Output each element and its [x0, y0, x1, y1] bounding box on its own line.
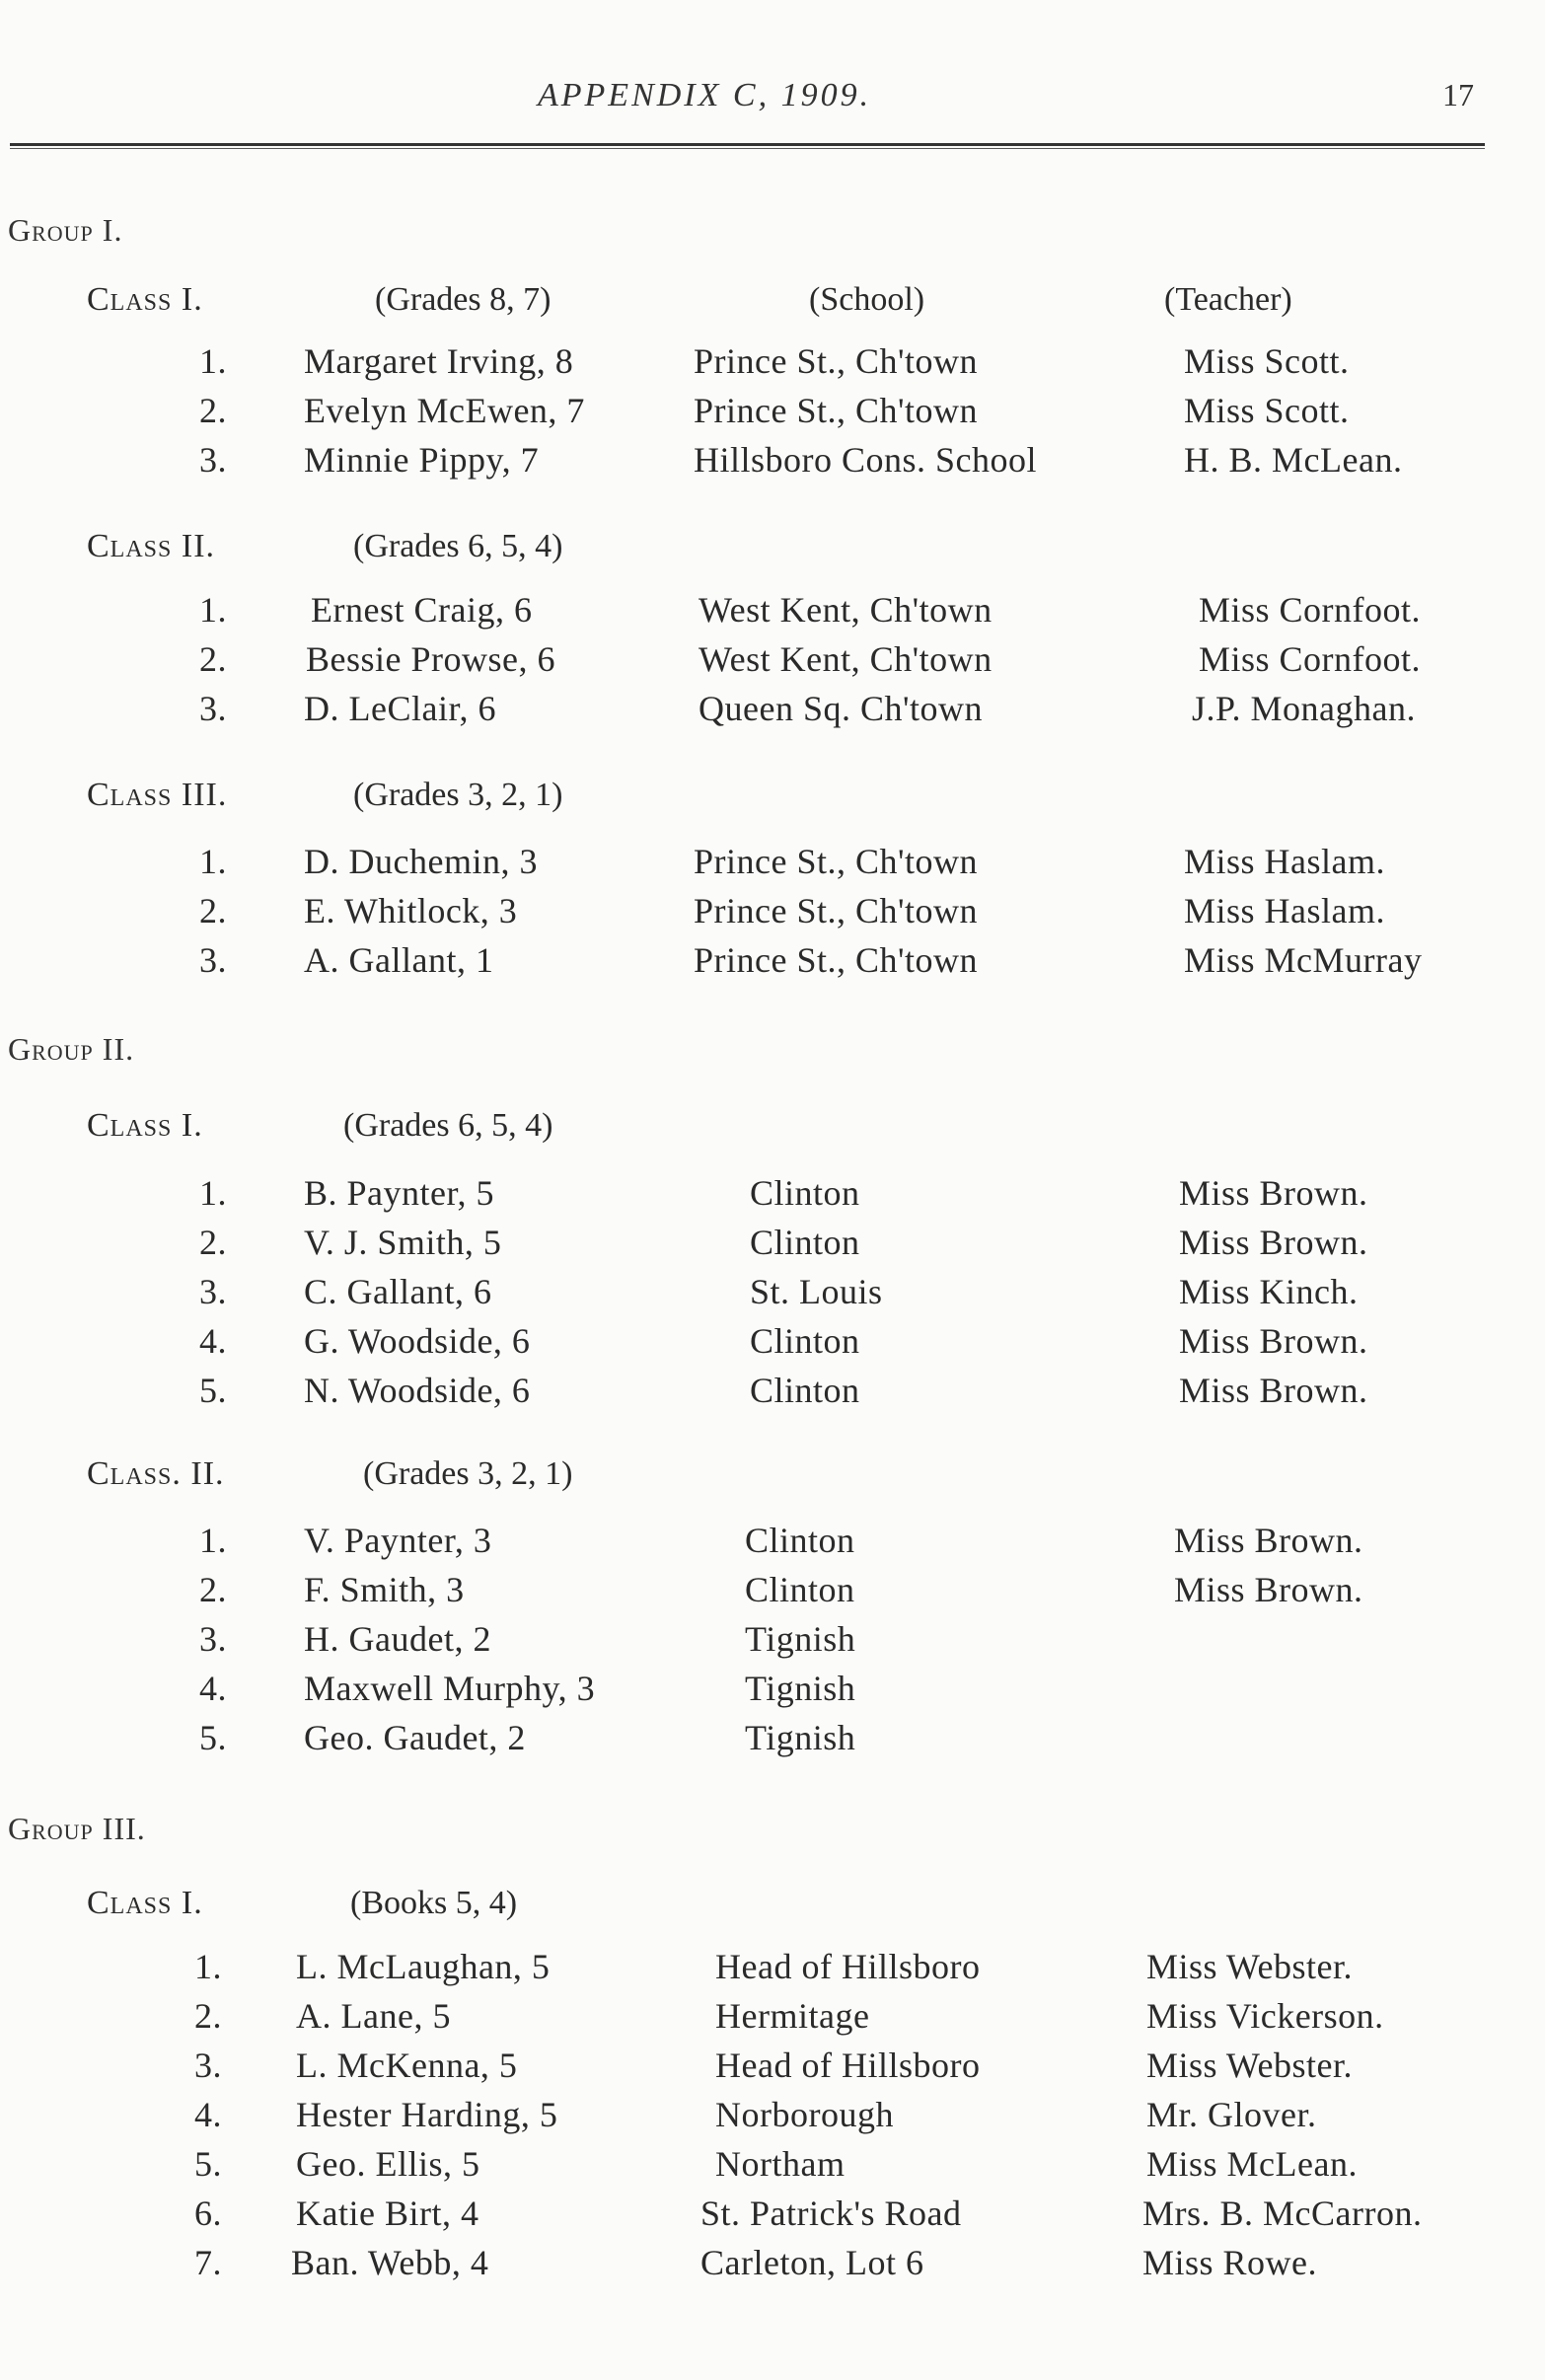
- class-label: Class III.: [87, 777, 228, 813]
- student-name: D. LeClair, 6: [304, 689, 497, 728]
- student-name: A. Gallant, 1: [304, 940, 494, 980]
- entry-number: 4.: [199, 1669, 227, 1708]
- entry-number: 2.: [194, 1996, 222, 2036]
- teacher-name: Miss Vickerson.: [1146, 1996, 1384, 2036]
- teacher-name: Miss Kinch.: [1179, 1272, 1359, 1311]
- entry-number: 1.: [199, 1521, 227, 1560]
- student-name: Katie Birt, 4: [296, 2194, 479, 2233]
- class-heading: [0, 1107, 1545, 1151]
- list-item: [0, 390, 1545, 437]
- student-name: G. Woodside, 6: [304, 1321, 531, 1361]
- grades-label: (Grades 6, 5, 4): [343, 1107, 553, 1144]
- list-item: [0, 890, 1545, 937]
- school-name: Clinton: [750, 1371, 860, 1410]
- list-item: [0, 589, 1545, 636]
- school-name: Tignish: [745, 1669, 856, 1708]
- entry-number: 1.: [199, 842, 227, 881]
- entry-number: 2.: [199, 391, 227, 430]
- list-item: [0, 841, 1545, 888]
- school-name: Northam: [715, 2144, 846, 2184]
- entry-number: 3.: [199, 940, 227, 980]
- teacher-name: Miss Brown.: [1179, 1321, 1368, 1361]
- list-item: [0, 1172, 1545, 1220]
- list-item: [0, 1520, 1545, 1567]
- list-item: [0, 2045, 1545, 2092]
- school-name: Prince St., Ch'town: [694, 842, 978, 881]
- grades-label: (Grades 8, 7): [375, 281, 552, 318]
- entry-number: 4.: [199, 1321, 227, 1361]
- grades-label: (Grades 3, 2, 1): [353, 777, 563, 813]
- student-name: Maxwell Murphy, 3: [304, 1669, 596, 1708]
- group-heading: Group III.: [8, 1811, 146, 1846]
- student-name: Evelyn McEwen, 7: [304, 391, 585, 430]
- list-item: [0, 2143, 1545, 2191]
- grades-label: (Books 5, 4): [350, 1885, 518, 1921]
- class-heading: [0, 1455, 1545, 1499]
- school-name: Queen Sq. Ch'town: [699, 689, 983, 728]
- class-label: Class. II.: [87, 1455, 225, 1492]
- entry-number: 5.: [194, 2144, 222, 2184]
- entry-number: 2.: [199, 1570, 227, 1609]
- list-item: [0, 1222, 1545, 1269]
- class-heading: [0, 528, 1545, 571]
- school-name: West Kent, Ch'town: [699, 639, 993, 679]
- student-name: Ban. Webb, 4: [291, 2243, 489, 2282]
- teacher-name: Miss Brown.: [1179, 1223, 1368, 1262]
- entry-number: 1.: [194, 1947, 222, 1986]
- group-heading: Group I.: [8, 212, 123, 248]
- teacher-name: Miss Brown.: [1179, 1173, 1368, 1213]
- list-item: [0, 1271, 1545, 1318]
- school-name: Hermitage: [715, 1996, 870, 2036]
- teacher-name: Mrs. B. McCarron.: [1142, 2194, 1423, 2233]
- page-number: 17: [1442, 77, 1474, 112]
- teacher-name: Miss Cornfoot.: [1199, 590, 1422, 630]
- list-item: [0, 439, 1545, 486]
- list-item: [0, 1717, 1545, 1764]
- list-item: [0, 1946, 1545, 1993]
- list-item: [0, 1995, 1545, 2043]
- entry-number: 4.: [194, 2095, 222, 2134]
- entry-number: 3.: [199, 1272, 227, 1311]
- class-label: Class I.: [87, 1107, 203, 1144]
- teacher-name: Miss Brown.: [1174, 1521, 1363, 1560]
- school-name: Head of Hillsboro: [715, 1947, 981, 1986]
- class-heading: [0, 281, 1545, 325]
- list-item: [0, 2242, 1545, 2289]
- teacher-name: H. B. McLean.: [1184, 440, 1403, 480]
- entry-number: 3.: [199, 1619, 227, 1659]
- entry-number: 2.: [199, 1223, 227, 1262]
- entry-number: 5.: [199, 1718, 227, 1757]
- entry-number: 2.: [199, 639, 227, 679]
- school-name: Prince St., Ch'town: [694, 391, 978, 430]
- entry-number: 7.: [194, 2243, 222, 2282]
- school-name: Clinton: [745, 1521, 855, 1560]
- teacher-name: Miss Webster.: [1146, 2045, 1353, 2085]
- teacher-name: Miss McMurray: [1184, 940, 1423, 980]
- class-label: Class I.: [87, 1885, 203, 1921]
- teacher-name: Miss Haslam.: [1184, 891, 1385, 930]
- student-name: Minnie Pippy, 7: [304, 440, 540, 480]
- student-name: Margaret Irving, 8: [304, 341, 574, 381]
- student-name: V. J. Smith, 5: [304, 1223, 502, 1262]
- page-header: [0, 77, 1545, 136]
- school-name: St. Patrick's Road: [700, 2194, 962, 2233]
- class-heading: [0, 777, 1545, 820]
- entry-number: 3.: [199, 689, 227, 728]
- student-name: E. Whitlock, 3: [304, 891, 518, 930]
- teacher-name: Miss Brown.: [1179, 1371, 1368, 1410]
- list-item: [0, 1320, 1545, 1368]
- class-label: Class I.: [87, 281, 203, 318]
- student-name: C. Gallant, 6: [304, 1272, 492, 1311]
- teacher-name: Miss Brown.: [1174, 1570, 1363, 1609]
- school-column-header: (School): [809, 281, 925, 318]
- school-name: Clinton: [745, 1570, 855, 1609]
- entry-number: 5.: [199, 1371, 227, 1410]
- school-name: Carleton, Lot 6: [700, 2243, 924, 2282]
- entry-number: 1.: [199, 590, 227, 630]
- list-item: [0, 1618, 1545, 1666]
- student-name: Geo. Ellis, 5: [296, 2144, 480, 2184]
- group-heading: Group II.: [8, 1031, 135, 1067]
- student-name: L. McKenna, 5: [296, 2045, 518, 2085]
- teacher-name: Mr. Glover.: [1146, 2095, 1317, 2134]
- teacher-name: Miss Scott.: [1184, 391, 1350, 430]
- list-item: [0, 1668, 1545, 1715]
- student-name: Geo. Gaudet, 2: [304, 1718, 526, 1757]
- teacher-column-header: (Teacher): [1164, 281, 1292, 318]
- grades-label: (Grades 6, 5, 4): [353, 528, 563, 564]
- school-name: Prince St., Ch'town: [694, 891, 978, 930]
- class-label: Class II.: [87, 528, 216, 564]
- student-name: H. Gaudet, 2: [304, 1619, 491, 1659]
- running-title: APPENDIX C, 1909.: [538, 77, 872, 113]
- student-name: Ernest Craig, 6: [311, 590, 533, 630]
- school-name: Clinton: [750, 1173, 860, 1213]
- student-name: V. Paynter, 3: [304, 1521, 492, 1560]
- school-name: Tignish: [745, 1619, 856, 1659]
- entry-number: 3.: [194, 2045, 222, 2085]
- list-item: [0, 638, 1545, 686]
- teacher-name: Miss Scott.: [1184, 341, 1350, 381]
- student-name: B. Paynter, 5: [304, 1173, 495, 1213]
- student-name: Bessie Prowse, 6: [306, 639, 555, 679]
- teacher-name: Miss Webster.: [1146, 1947, 1353, 1986]
- list-item: [0, 1569, 1545, 1616]
- school-name: Prince St., Ch'town: [694, 940, 978, 980]
- school-name: Clinton: [750, 1321, 860, 1361]
- student-name: A. Lane, 5: [296, 1996, 451, 2036]
- list-item: [0, 688, 1545, 735]
- list-item: [0, 2193, 1545, 2240]
- header-rule: [10, 143, 1485, 149]
- teacher-name: Miss McLean.: [1146, 2144, 1358, 2184]
- school-name: St. Louis: [750, 1272, 883, 1311]
- teacher-name: Miss Haslam.: [1184, 842, 1385, 881]
- entry-number: 6.: [194, 2194, 222, 2233]
- teacher-name: Miss Rowe.: [1142, 2243, 1318, 2282]
- student-name: D. Duchemin, 3: [304, 842, 538, 881]
- school-name: Clinton: [750, 1223, 860, 1262]
- teacher-name: Miss Cornfoot.: [1199, 639, 1422, 679]
- class-heading: [0, 1885, 1545, 1928]
- list-item: [0, 2094, 1545, 2141]
- entry-number: 2.: [199, 891, 227, 930]
- school-name: Hillsboro Cons. School: [694, 440, 1038, 480]
- entry-number: 1.: [199, 1173, 227, 1213]
- grades-label: (Grades 3, 2, 1): [363, 1455, 573, 1492]
- list-item: [0, 340, 1545, 388]
- school-name: Prince St., Ch'town: [694, 341, 978, 381]
- entry-number: 1.: [199, 341, 227, 381]
- student-name: Hester Harding, 5: [296, 2095, 558, 2134]
- school-name: Tignish: [745, 1718, 856, 1757]
- student-name: F. Smith, 3: [304, 1570, 465, 1609]
- school-name: West Kent, Ch'town: [699, 590, 993, 630]
- list-item: [0, 1370, 1545, 1417]
- student-name: N. Woodside, 6: [304, 1371, 531, 1410]
- school-name: Head of Hillsboro: [715, 2045, 981, 2085]
- entry-number: 3.: [199, 440, 227, 480]
- list-item: [0, 939, 1545, 987]
- school-name: Norborough: [715, 2095, 894, 2134]
- student-name: L. McLaughan, 5: [296, 1947, 551, 1986]
- teacher-name: J.P. Monaghan.: [1192, 689, 1417, 728]
